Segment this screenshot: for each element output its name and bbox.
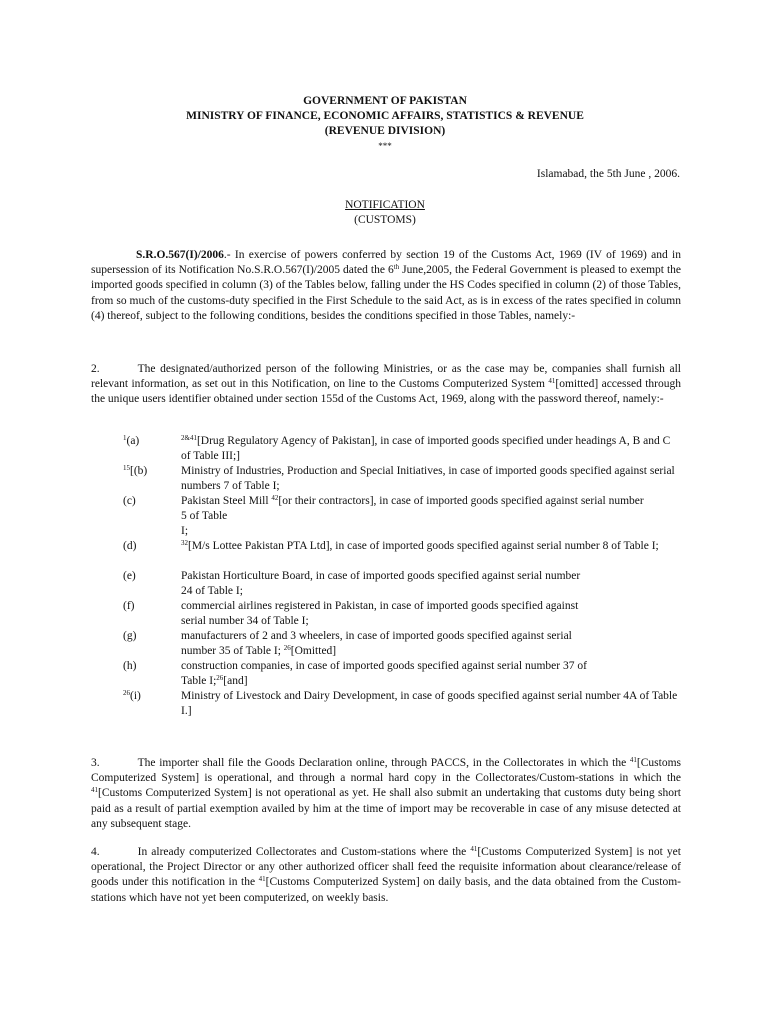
para1-sup: th [393,263,400,272]
para1-text-b: June,2005, the Federal Government is pleased to exempt the imported goods specified in column (3) of the Tables below, falling under the HS Codes specified in column (2) of those Tables, from so much of the customs-duty specified in the First Schedule to the said Act, as is in excess of the rates specified in column (4) thereof, subject to the following conditions, besides the conditions specified in those Tables, namely:- [91,264,682,322]
paragraph-4: 4. In already computerized Collectorates and Custom-stations where the $^{41}$[Customs Computerized System] is not yet operational, the Project Director or any other authorized officer shall feed the requisite information about clearance/release of goods under this notification in the $^{41}$[Customs Computerized System] on daily basis, and the data obtained from the Custom-stations which have not yet been computerized, on weekly basis. [91,845,681,904]
paragraph-3: 3. The importer shall file the Goods Declaration online, through PACCS, in the Collectorates in which the $^{41}$[Customs Computerized System] is operational, and through a normal hard copy in the Collectorates/Custom-stations in which the $^{41}$[Customs Computerized System] is not operational as yet. He shall also submit an undertaking that customs duty being short paid as a result of partial exemption availed by him at the time of import may be recoverable in case of any misuse detected at any subsequent stage. [91,756,681,830]
para4-number: 4. [91,846,100,858]
list-item-marker: $^{15}$[(b) [123,464,148,477]
para2-number: 2. [91,363,100,375]
list-item-marker: (d) [123,540,137,552]
list-item-marker: (h) [123,660,137,672]
list-item-marker: (g) [123,630,137,642]
para3-number: 3. [91,757,100,769]
list-item-marker: (e) [123,570,136,582]
list-item-marker: $^1$(a) [123,434,140,447]
header-government: GOVERNMENT OF PAKISTAN [303,95,467,107]
sro-number: S.R.O.567(I)/2006 [136,249,224,261]
list-item: commercial airlines registered in Pakistan, in case of imported goods specified against serial number 34 of Table I; [181,600,579,627]
list-item: Pakistan Steel Mill $^{42}$[or their contractors], in case of imported goods specified against serial number 5 of Table I; [181,494,644,537]
list-item: Ministry of Industries, Production and Special Initiatives, in case of imported goods specified against serial numbers 7 of Table I; [181,465,675,492]
list-item: Ministry of Livestock and Dairy Development, in case of goods specified against serial number 4A of Table I.] [181,690,678,717]
paragraph-2 [91,362,681,408]
para2-text-b: [omitted] accessed through the unique users identifier obtained under section 155d of the Customs Act, 1969, along with the password thereof, namely:- [91,378,681,406]
dateline: Islamabad, the 5th June , 2006. [536,168,680,180]
para1-text-a: .- In exercise of powers conferred by section 19 of the Customs Act, 1969 (IV of 1969) and in supersession of its Notification No.S.R.O.567(I)/2005 dated the 6 [91,249,681,277]
header-stars: *** [378,141,392,151]
list-item-marker: $^{26}$(i) [123,689,141,702]
list-item: Pakistan Horticulture Board, in case of imported goods specified against serial number 24 of Table I; [181,570,581,597]
list-item: manufacturers of 2 and 3 wheelers, in case of imported goods specified against serial number 35 of Table I; $^{26}$[Omitted] [181,630,572,657]
header-division: (REVENUE DIVISION) [324,125,446,137]
list-item: $^{2\&41}$[Drug Regulatory Agency of Pakistan], in case of imported goods specified under headings A, B and C of Table III;] [181,434,671,462]
notification-title: NOTIFICATION [345,199,425,211]
list-item: $^{32}$[M/s Lottee Pakistan PTA Ltd], in case of imported goods specified against serial number 8 of Table I; [181,539,659,552]
list-item-marker: (f) [123,600,135,612]
list-item: construction companies, in case of imported goods specified against serial number 37 of Table I;$^{26}$[and] [181,660,587,687]
header-ministry: MINISTRY OF FINANCE, ECONOMIC AFFAIRS, STATISTICS & REVENUE [186,110,584,122]
list-item-marker: (c) [123,495,136,507]
para2-text-a: The designated/authorized person of the following Ministries, or as the case may be, companies shall furnish all relevant information, as set out in this Notification, on line to the Customs Computerized System [91,363,681,391]
notification-subtitle: (CUSTOMS) [354,214,416,226]
paragraph-1 [91,248,681,324]
para2-sup: 41 [548,377,556,386]
